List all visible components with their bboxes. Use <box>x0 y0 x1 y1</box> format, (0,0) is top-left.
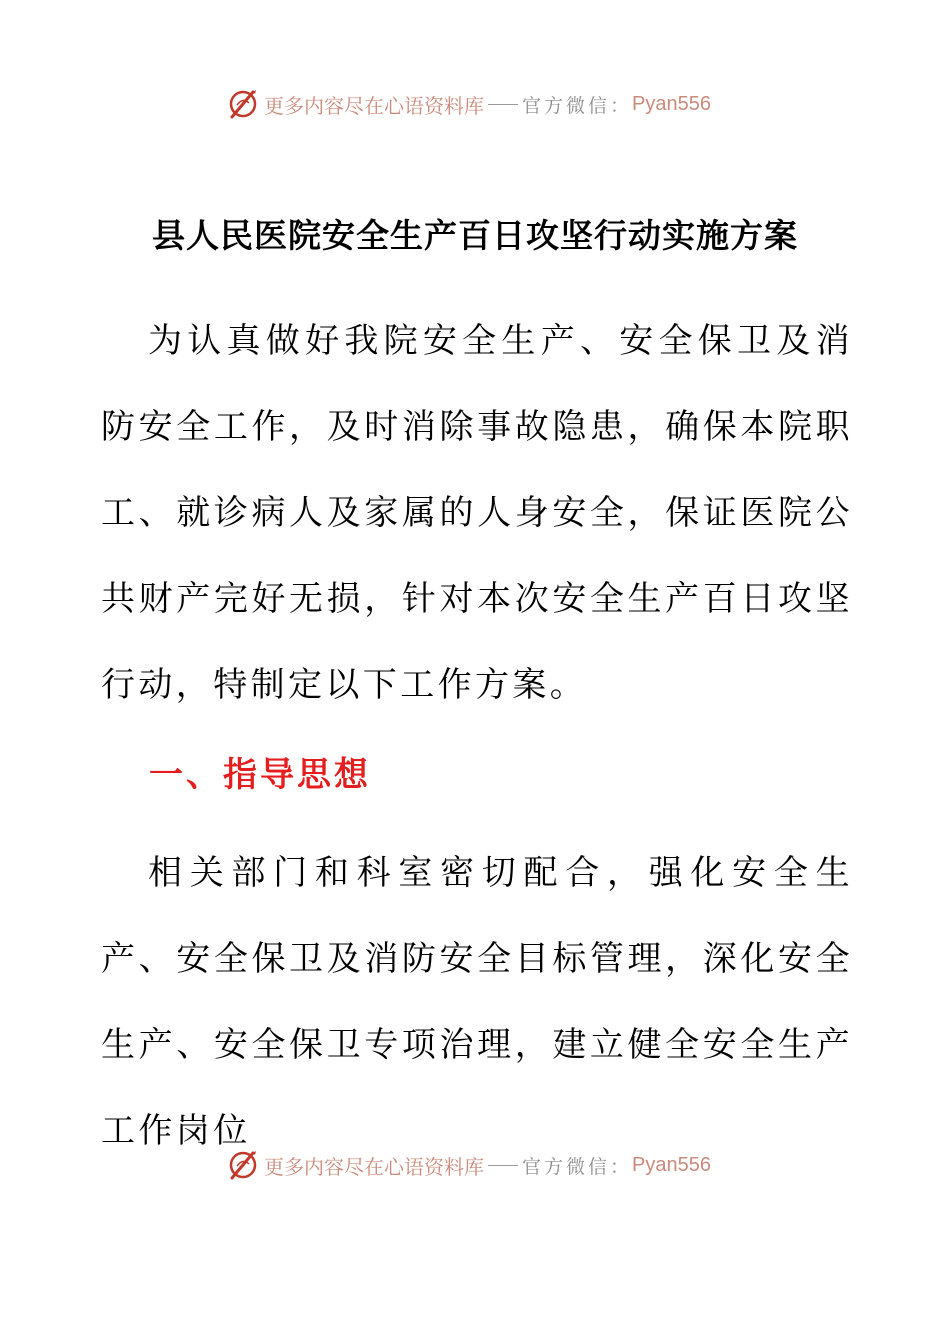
wechat-id: Pyan556 <box>632 1153 711 1176</box>
intro-paragraph: 为认真做好我院安全生产、安全保卫及消防安全工作，及时消除事故隐患，确保本院职工、就诊病人及家属的人身安全，保证医院公共财产完好无损，针对本次安全生产百日攻坚行动，特制定以下工作方案。 <box>101 321 853 705</box>
banner-divider <box>488 1165 518 1166</box>
section-heading: 一、指导思想 <box>149 755 371 795</box>
pen-logo-icon <box>226 1148 260 1182</box>
wechat-label: 官方微信： <box>522 94 633 117</box>
footer-banner <box>226 1147 711 1183</box>
header-banner <box>226 86 711 122</box>
banner-divider <box>488 104 518 105</box>
wechat-id: Pyan556 <box>632 92 711 115</box>
pen-logo-icon <box>226 87 260 121</box>
section-body-paragraph: 相关部门和科室密切配合，强化安全生产、安全保卫及消防安全目标管理，深化安全生产、安全保卫专项治理，建立健全安全生产工作岗位 <box>101 853 853 1151</box>
banner-text: 更多内容尽在心语资料库 <box>264 1154 484 1179</box>
wechat-label: 官方微信： <box>522 1155 633 1178</box>
banner-text: 更多内容尽在心语资料库 <box>264 93 484 118</box>
document-title: 县人民医院安全生产百日攻坚行动实施方案 <box>152 216 798 255</box>
